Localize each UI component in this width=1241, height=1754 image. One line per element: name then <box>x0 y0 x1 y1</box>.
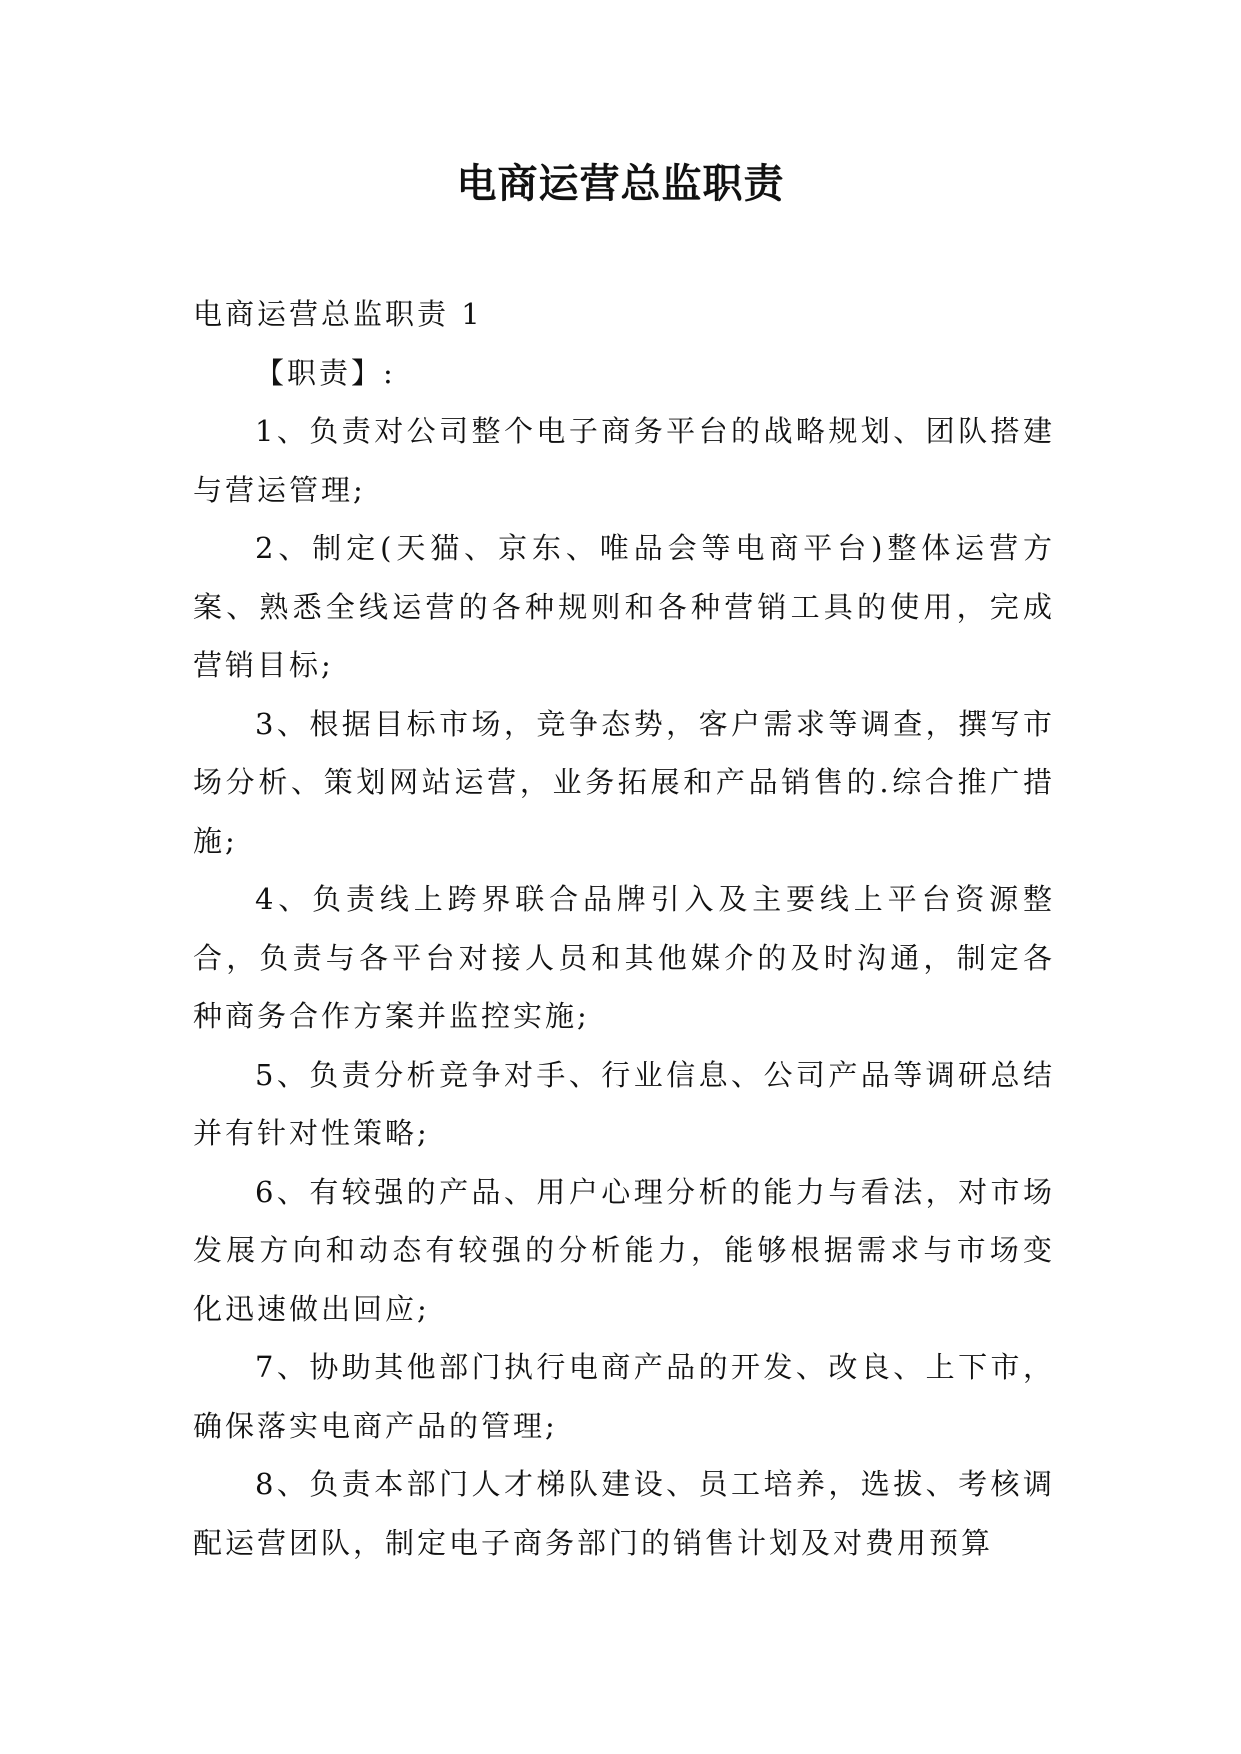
duty-item-1: 1、负责对公司整个电子商务平台的战略规划、团队搭建与营运管理; <box>193 414 1055 507</box>
duty-item-8: 8、负责本部门人才梯队建设、员工培养，选拔、考核调配运营团队，制定电子商务部门的销售计划及对费用预算 <box>193 1467 1055 1560</box>
duty-item-6: 6、有较强的产品、用户心理分析的能力与看法，对市场发展方向和动态有较强的分析能力，能够根据需求与市场变化迅速做出回应; <box>193 1174 1055 1326</box>
duty-item-3: 3、根据目标市场，竞争态势，客户需求等调查，撰写市场分析、策划网站运营，业务拓展和产品销售的.综合推广措施; <box>193 706 1055 858</box>
duty-item-5: 5、负责分析竞争对手、行业信息、公司产品等调研总结并有针对性策略; <box>193 1057 1055 1150</box>
duties-label: 【职责】: <box>255 355 396 390</box>
duty-item-4: 4、负责线上跨界联合品牌引入及主要线上平台资源整合，负责与各平台对接人员和其他媒介的及时沟通，制定各种商务合作方案并监控实施; <box>193 882 1055 1033</box>
duty-item-7: 7、协助其他部门执行电商产品的开发、改良、上下市，确保落实电商产品的管理; <box>193 1350 1055 1443</box>
duty-item-2: 2、制定(天猫、京东、唯品会等电商平台)整体运营方案、熟悉全线运营的各种规则和各种营销工具的使用，完成营销目标; <box>193 531 1055 682</box>
document-body <box>193 285 1055 1572</box>
section-heading: 电商运营总监职责 1 <box>193 297 483 331</box>
document-title: 电商运营总监职责 <box>456 160 785 207</box>
